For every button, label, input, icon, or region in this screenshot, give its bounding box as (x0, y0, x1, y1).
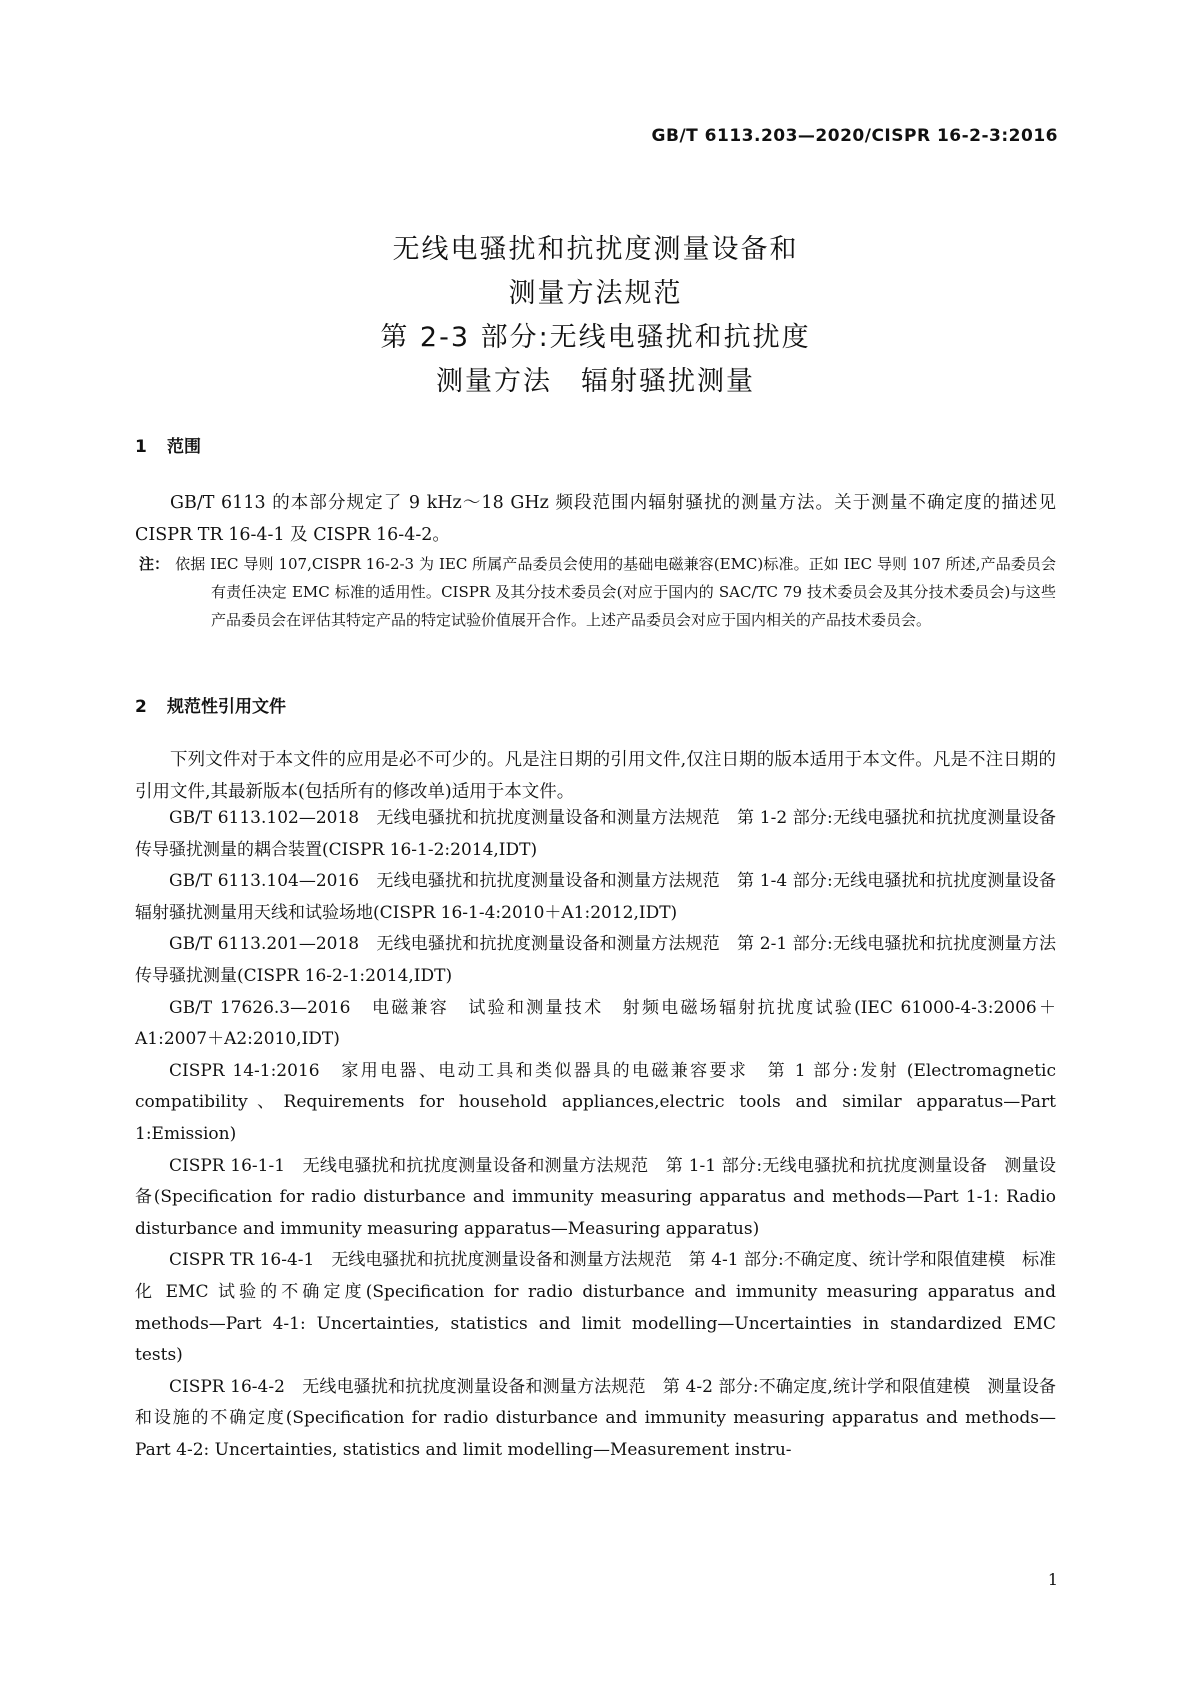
title-line: 无线电骚扰和抗扰度测量设备和 (392, 234, 799, 265)
section-number: 1 (135, 437, 147, 457)
note-text: 依据 IEC 导则 107,CISPR 16-2-3 为 IEC 所属产品委员会使用的基础电磁兼容(EMC)标准。正如 IEC 导则 107 所述,产品委员会有责任决定 EMC 标准的适用性。CISPR 及其分技术委员会(对应于国内的 SAC/TC 79 技术委员会及其分技术委员会)与这些产品委员会在评估其特定产品的特定试验价值展开合作。上述产品委员会对应于国内相关的产品技术委员会。 (175, 555, 1056, 629)
reference-item: GB/T 6113.201—2018 无线电骚扰和抗扰度测量设备和测量方法规范 第 2-1 部分:无线电骚扰和抗扰度测量方法 传导骚扰测量(CISPR 16-2-1:2014,IDT) (135, 934, 1073, 986)
standard-code: GB/T 6113.203—2020/CISPR 16-2-3:2016 (651, 126, 1058, 146)
section-1-heading (135, 432, 201, 457)
section-number: 2 (135, 697, 147, 717)
title-line: 第 2-3 部分:无线电骚扰和抗扰度 (380, 322, 811, 353)
note-body: 注： 依据 IEC 导则 107,CISPR 16-2-3 为 IEC 所属产品委员会使用的基础电磁兼容(EMC)标准。正如 IEC 导则 107 所述,产品委员会有责任决定 EMC 标准的适用性。CISPR 及其分技术委员会(对应于国内的 SAC/TC 79 技术委员会及其分技术委员会)与这些产品委员会在评估其特定产品的特定试验价值展开合作。上述产品委员会对应于国内相关的产品技术委员会。 (139, 555, 1056, 629)
reference-item: CISPR TR 16-4-1 无线电骚扰和抗扰度测量设备和测量方法规范 第 4-1 部分:不确定度、统计学和限值建模 标准化 EMC 试验的不确定度(Specification for radio disturbance and immunity measuring apparatus and methods—Part 4-1: Uncertainties, statistics and limit modelling—Uncertainties in standardized EMC tests) (135, 1250, 1056, 1366)
reference-item: GB/T 17626.3—2016 电磁兼容 试验和测量技术 射频电磁场辐射抗扰度试验(IEC 61000-4-3:2006＋A1:2007＋A2:2010,IDT) (135, 997, 1056, 1050)
reference-item: CISPR 16-1-1 无线电骚扰和抗扰度测量设备和测量方法规范 第 1-1 部分:无线电骚扰和抗扰度测量设备 测量设备(Specification for radio disturbance and immunity measuring apparatus and methods—Part 1-1: Radio disturbance and immunity measuring apparatus—Measuring apparatus) (135, 1155, 1056, 1239)
section-1-body (135, 487, 1056, 551)
scope-paragraph: GB/T 6113 的本部分规定了 9 kHz～18 GHz 频段范围内辐射骚扰的测量方法。关于测量不确定度的描述见 CISPR TR 16-4-1 及 CISPR 16-4-2。 (135, 493, 1056, 545)
section-title: 规范性引用文件 (167, 697, 286, 717)
page-number: 1 (1047, 1570, 1058, 1589)
normative-intro: 下列文件对于本文件的应用是必不可少的。凡是注日期的引用文件,仅注日期的版本适用于本文件。凡是不注日期的引用文件,其最新版本(包括所有的修改单)适用于本文件。 (135, 750, 1056, 802)
title-line: 测量方法 辐射骚扰测量 (436, 366, 755, 397)
section-2-intro-block (135, 744, 1056, 808)
scope-note (135, 550, 1056, 634)
document-title (0, 228, 1191, 404)
reference-item: GB/T 6113.104—2016 无线电骚扰和抗扰度测量设备和测量方法规范 第 1-4 部分:无线电骚扰和抗扰度测量设备 辐射骚扰测量用天线和试验场地(CISPR 16-1-4:2010＋A1:2012,IDT) (135, 871, 1073, 923)
reference-list (135, 803, 1073, 1466)
title-line: 测量方法规范 (508, 278, 683, 309)
reference-item: CISPR 14-1:2016 家用电器、电动工具和类似器具的电磁兼容要求 第 1 部分:发射 (Electromagnetic compatibility、Requirements for household appliances,electric tools and similar apparatus—Part 1:Emission) (135, 1060, 1056, 1144)
section-2-heading (135, 692, 286, 717)
reference-item: GB/T 6113.102—2018 无线电骚扰和抗扰度测量设备和测量方法规范 第 1-2 部分:无线电骚扰和抗扰度测量设备 传导骚扰测量的耦合装置(CISPR 16-1-2:2014,IDT) (135, 808, 1073, 860)
section-title: 范围 (167, 437, 201, 457)
reference-item: CISPR 16-4-2 无线电骚扰和抗扰度测量设备和测量方法规范 第 4-2 部分:不确定度,统计学和限值建模 测量设备和设施的不确定度(Specification for radio disturbance and immunity measuring apparatus and methods—Part 4-2: Uncertainties, statistics and limit modelling—Measurement instru- (135, 1376, 1056, 1460)
